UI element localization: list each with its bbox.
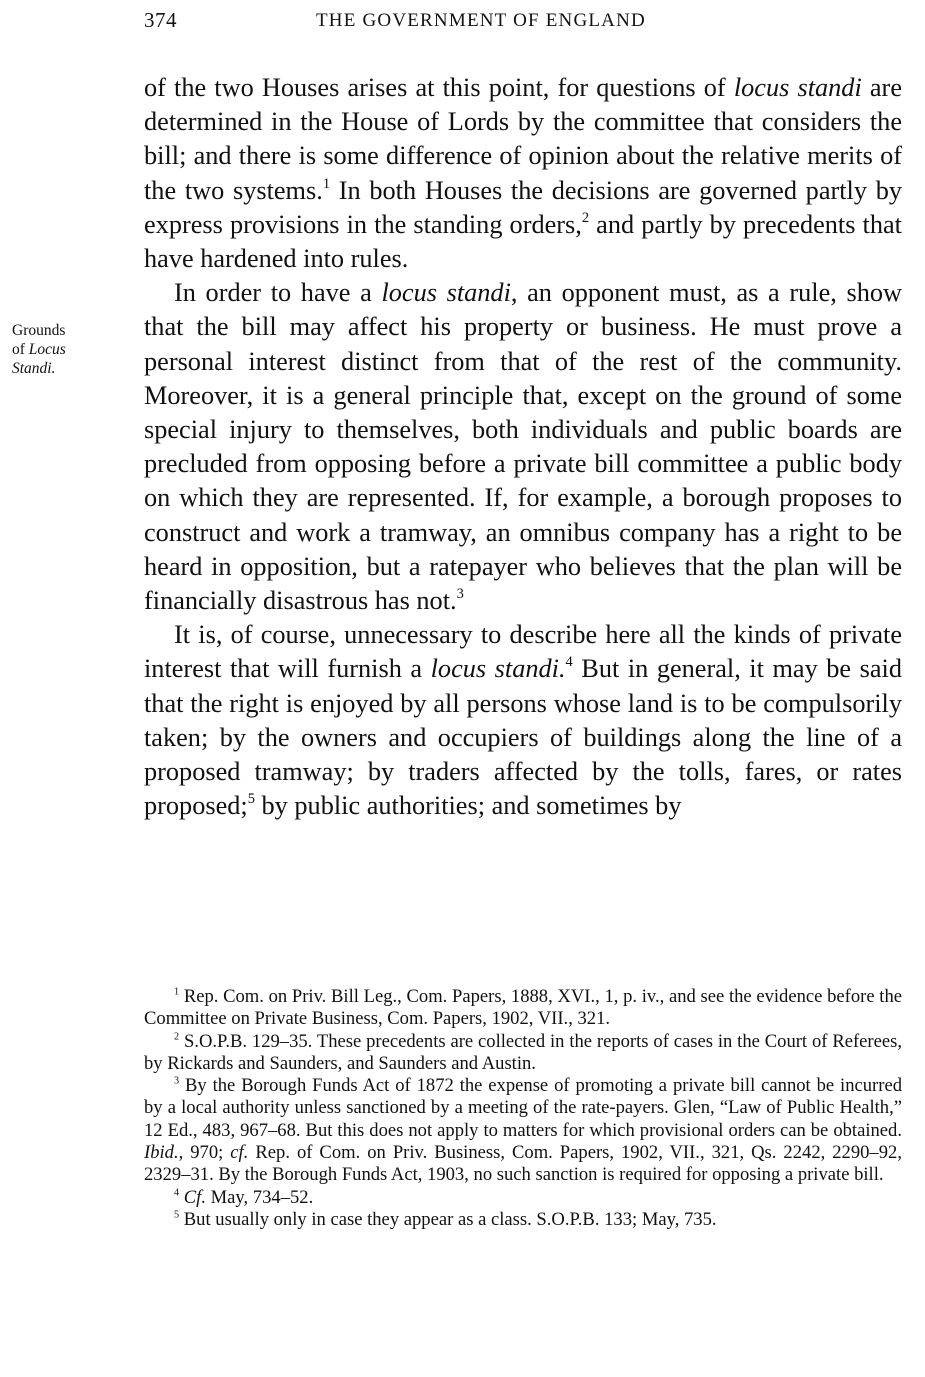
footnote-ref: 2 <box>581 209 590 226</box>
footnote-ref: 4 <box>565 654 573 671</box>
footnote-ref: 3 <box>456 586 464 603</box>
margin-note <box>12 321 127 378</box>
footnote-4: $^4$ Cf. May, 734–52. <box>174 1186 314 1208</box>
footnote-1: $^1$ Rep. Com. on Priv. Bill Leg., Com. Papers, 1888, XVI., 1, p. iv., and see the evidence before the Committee on Private Business, Com. Papers, 1902, VII., 321. <box>144 986 902 1030</box>
footnote-ref: 1 <box>322 175 331 192</box>
footnote-ref: 5 <box>247 791 255 808</box>
page-number: 374 <box>144 8 177 32</box>
body-text <box>144 71 902 823</box>
footnote-5: $^5$ But usually only in case they appear as a class. S.O.P.B. 133; May, 735. <box>174 1208 717 1230</box>
margin-note-line: Standi. <box>12 360 56 377</box>
footnote-2: $^2$ S.O.P.B. 129–35. These precedents are collected in the reports of cases in the Court of Referees, by Rickards and Saunders, and Saunders and Austin. <box>144 1030 902 1074</box>
margin-note-line: of Locus <box>12 341 66 358</box>
running-title: THE GOVERNMENT OF ENGLAND <box>316 10 646 31</box>
margin-note-line: Grounds <box>12 322 66 339</box>
page-header <box>144 8 904 40</box>
paragraph-1: of the two Houses arises at this point, for questions of locus standi are determined in the House of Lords by the committee that considers the bill; and there is some difference of opinion about the relative merits of the two systems.$^1$ In both Houses the decisions are governed partly by express provisions in the standing orders,$^2$ and partly by precedents that have hardened into rules. <box>144 73 902 274</box>
footnote-3: $^3$ By the Borough Funds Act of 1872 the expense of promoting a private bill cannot be incurred by a local authority unless sanctioned by a meeting of the rate-payers. Glen, “Law of Public Health,” 12 Ed., 483, 967–68. But this does not apply to matters for which provisional orders can be obtained. Ibid., 970; cf. Rep. of Com. on Priv. Business, Com. Papers, 1902, VII., 321, Qs. 2242, 2290–92, 2329–31. By the Borough Funds Act, 1903, no such sanction is required for opposing a private bill. <box>144 1075 902 1186</box>
paragraph-2: In order to have a locus standi, an opponent must, as a rule, show that the bill may affect his property or business. He must prove a personal interest distinct from that of the rest of the community. Moreover, it is a general principle that, except on the ground of some special injury to themselves, both individuals and public boards are precluded from opposing before a private bill committee a public body on which they are represented. If, for example, a borough proposes to construct and work a tramway, an omnibus company has a right to be heard in opposition, but a ratepayer who believes that the plan will be financially disastrous has not.$^3$ <box>144 278 903 616</box>
footnotes <box>144 986 902 1231</box>
paragraph-3: It is, of course, unnecessary to describe here all the kinds of private interest that will furnish a locus standi.$^4$ But in general, it may be said that the right is enjoyed by all persons whose land is to be compulsorily taken; by the owners and occupiers of buildings along the line of a proposed tramway; by traders affected by the tolls, fares, or rates proposed;$^5$ by public authorities; and sometimes by <box>144 620 902 821</box>
